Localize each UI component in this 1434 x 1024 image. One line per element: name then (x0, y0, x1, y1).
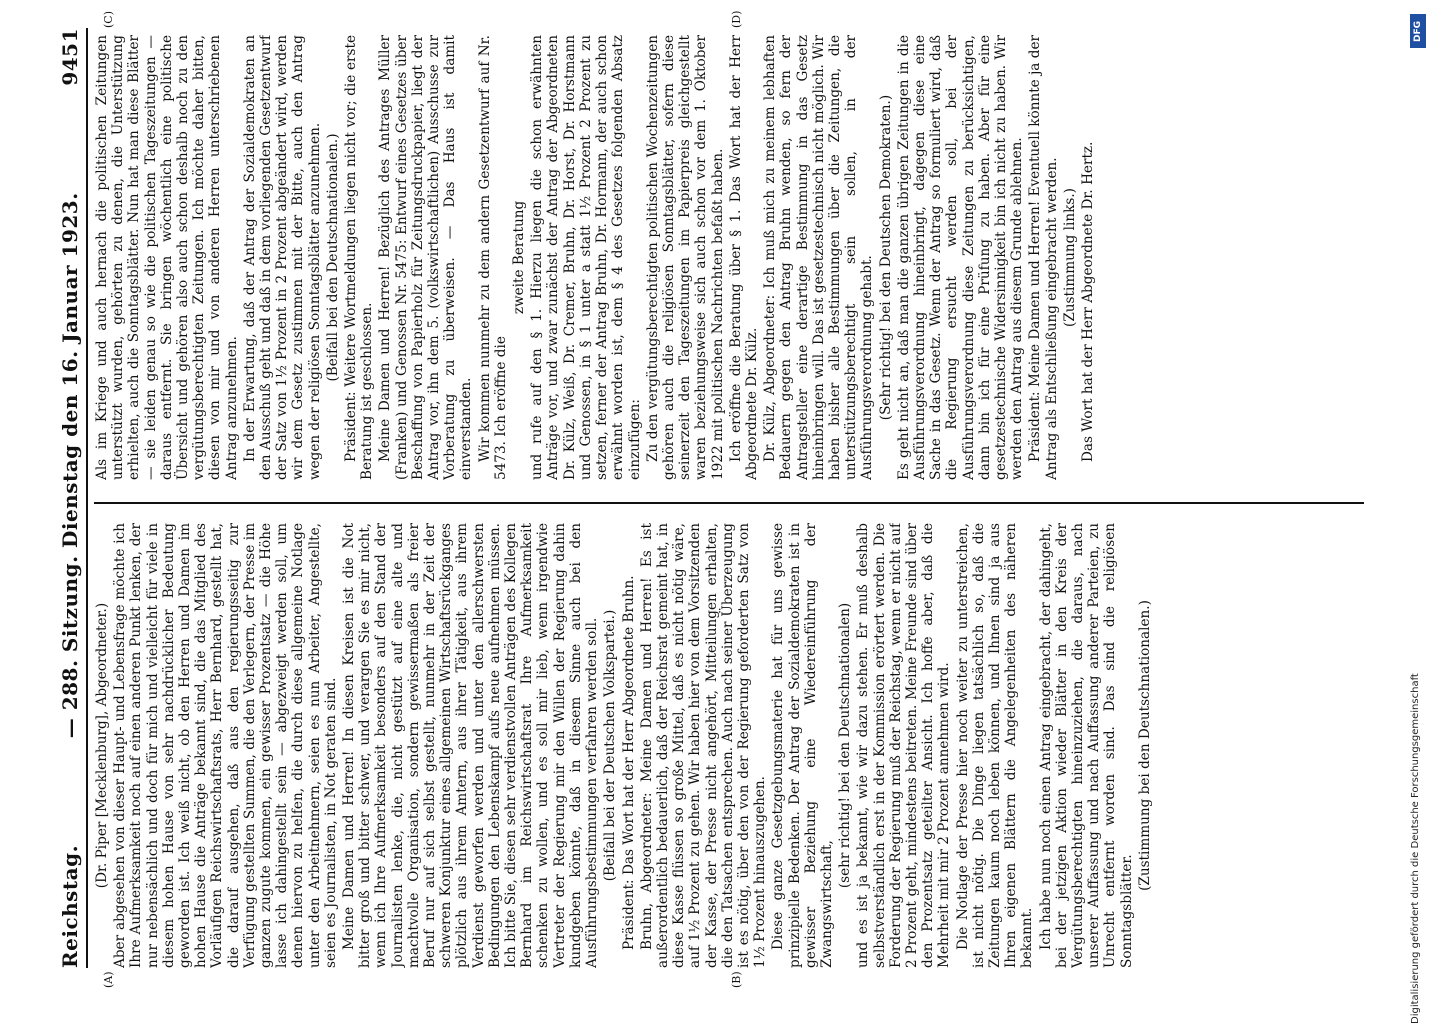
paragraph: Dr. Külz, Abgeordneter: Ich muß mich zu meinem lebhaften Bedauern gegen den Antrag Bruhn wenden, so fern der Antragsteller eine derartige Bestimmung in das Gesetz hineinbringen will. Das ist gesetzestechnisch nicht möglich. Wir haben bisher alle Bestimmungen über die Zeitungen, die unterstützungsberechtigt sein sollen, in der Ausführungsverordnung gehabt. (762, 35, 876, 480)
paragraph: Präsident: Das Wort hat der Herr Abgeordnete Bruhn. (620, 575, 637, 950)
paragraph: Diese ganze Gesetzgebungsmaterie hat für uns gewisse prinzipielle Bedenken. Der Antrag der Sozialdemokraten ist in gewisser Beziehung eine Wiedereinführung der Zwangswirtschaft, (770, 523, 835, 968)
paragraph: Ich eröffne die Beratung über § 1. Das Wort hat der Herr Abgeordnete Dr. Külz. (727, 35, 760, 480)
margin-marker-a: (A) (102, 971, 115, 988)
dfg-credit-strip (1404, 6, 1432, 1024)
interjection-line: (Sehr richtig! bei den Deutschen Demokraten.) (877, 94, 894, 421)
header-center: — 288. Sitzung. Dienstag den 16. Januar 1923. (58, 192, 82, 739)
left-column (94, 523, 1374, 968)
paragraph: Ich habe nun noch einen Antrag eingebracht, der dahingeht, bei der jetzigen Aktion wieder Blätter in den Kreis der Vergütungsberechtigten hineinzuziehen, die daraus, nach unserer Auffassung und nach Auffassung anderer Parteien, zu Unrecht entfernt worden sind. Das sind die religiösen Sonntagsblätter. (1037, 523, 1135, 968)
paragraph: Als im Kriege und auch hernach die politischen Zeitungen unterstützt wurden, gehörten zu denen, die Unterstützung erhielten, auch die Sonntagsblätter. Nun hat man diese Blätter — sie leiden genau so wie die politischen Tageszeitungen — daraus entfernt. Sie bringen wöchentlich eine politische Übersicht und gehören also auch schon deshalb noch zu den vergütungsberechtigten Zeitungen. Ich möchte daher bitten, diesen von mir und von anderen Herren unterschriebenen Antrag anzunehmen. (94, 35, 240, 480)
dfg-logo: DFG (1410, 14, 1426, 48)
paragraph: Bruhn, Abgeordneter: Meine Damen und Herren! Es ist außerordentlich bedauerlich, daß der Reichsrat gemeint hat, in diese Kasse flüssen so große Mittel, daß es nicht nötig wäre, auf 1½ Prozent zu gehen. Wir haben hier von dem Vorsitzenden der Kasse, der Presse nicht angehört, Mitteilungen erhalten, die den Tatsachen entsprechen. Auch nach seiner Überzeugung ist es nötig, über den von der Regierung geforderten Satz von 1½ Prozent hinauszugehen. (638, 523, 769, 968)
interjection-line: (Zustimmung links.) (1061, 188, 1078, 327)
interjection-line: (sehr richtig! bei den Deutschnationalen) (837, 602, 854, 889)
page-number: 9451 (58, 28, 82, 86)
interjection-line: (Zustimmung bei den Deutschnationalen.) (1136, 600, 1153, 891)
paragraph: Das Wort hat der Herr Abgeordnete Dr. Hertz. (1079, 141, 1096, 462)
paragraph: und rufe auf den § 1. Hierzu liegen die schon erwähnten Anträge vor, und zwar zunächst der Antrag der Abgeordneten Dr. Külz, Weiß, Dr. Cremer, Bruhn, Dr. Horst, Dr. Horstmann und Genossen, in § 1 unter a statt 1½ Prozent 2 Prozent zu setzen, ferner der Antrag Bruhn, Dr. Hormann, der auch schon erwähnt worden ist, dem § 4 des Gesetzes folgenden Absatz einzufügen: (529, 35, 643, 480)
paragraph: und es ist ja bekannt, wie wir dazu stehen. Er muß deshalb selbstverständlich erst in der Kommission erörtert werden. Die Forderung der Regierung muß der Reichstag, wenn er nicht auf 2 Prozent geht, mindestens beitreten. Meine Freunde sind über den Prozentsatz geteilter Ansicht. Ich hoffe aber, daß die Mehrheit mit mir 2 Prozent annehmen wird. (855, 523, 953, 968)
paragraph: Es geht nicht an, daß man die ganzen übrigen Zeitungen in die Ausführungsverordnung hineinbringt, dagegen diese eine Sache in das Gesetz. Wenn der Antrag so formuliert wird, daß die Regierung ersucht werden soll, bei der Ausführungsverordnung diese Zeitungen zu berücksichtigen, dann bin ich für eine Prüfung zu haben. Aber für eine gesetzestechnische Widersinnigkeit bin ich nicht zu haben. Wir werden den Antrag aus diesem Grunde ablehnen. (895, 35, 1026, 480)
paragraph: Meine Damen und Herren! In diesen Kreisen ist die Not bitter groß und bitter schwer, und verargen Sie es mir nicht, wenn ich Ihre Aufmerksamkeit besonders auf den Stand der Journalisten lenke, die, nicht gestützt auf eine alte und machtvolle Organisation, sondern gewissermaßen als freier Beruf nur auf sich selbst gestellt, nunmehr in der Zeit der schweren Konjunktur eines allgemeinen Wirtschaftsrückganges plötzlich aus ihrem Amtern, aus ihrer Tätigkeit, aus ihrem Verdienst geworfen werden und unter den allerschwersten Bedingungen den Lebenskampf aufs neue aufnehmen müssen. Ich bitte Sie, diesen sehr verdienstvollen Anträgen des Kollegen Bernhard im Reichswirtschaftsrat Ihre Aufmerksamkeit schenken zu wollen, und es soll mir lieb, wenn irgendwie Vertreter der Regierung mir den Willen der Regierung dahin kundgeben könnte, daß in diesem Sinne auch bei den Ausführungsbestimmungen verfahren werden soll. (341, 523, 601, 968)
margin-marker-d: (D) (730, 10, 743, 28)
interjection-line: zweite Beratung (511, 200, 528, 315)
paragraph: In der Erwartung, daß der Antrag der Sozialdemokraten an den Ausschuß geht und daß in dem vorliegenden Gesetzentwurf der Satz von 1½ Prozent in 2 Prozent abgeändert wird, werden wir dem Gesetz zustimmen mit der Bitte, auch den Antrag wegen der religiösen Sonntagsblätter anzunehmen. (241, 35, 323, 480)
paragraph: Präsident: Weitere Wortmeldungen liegen nicht vor; die erste Beratung ist geschlossen. (343, 35, 376, 480)
paragraph: Die Notlage der Presse hier noch weiter zu unterstreichen, ist nicht nötig. Die Dinge liegen tatsächlich so, daß die Zeitungen kaum noch leben können, und Ihnen sind ja aus Ihren eigenen Blättern die Angelegenheiten des näheren bekannt. (954, 523, 1036, 968)
paragraph: Zu den vergütungsberechtigten politischen Wochenzeitungen gehören auch die religiösen Sonntagsblätter, sofern diese seinerzeit den Tageszeitungen im Papierpreis gleichgestellt waren beziehungsweise sich auch schon vor dem 1. Oktober 1922 mit politischen Nachrichten befaßt haben. (644, 35, 726, 480)
interjection-line: (Dr. Piper [Mecklenburg], Abgeordneter.) (94, 602, 110, 889)
column-divider (94, 503, 1364, 505)
document-page (10, 0, 1390, 990)
right-column (94, 35, 1374, 480)
dfg-credit-text: Digitalisierung gefördert durch die Deutsche Forschungsgemeinschaft (1410, 673, 1421, 1024)
paragraph: Präsident: Meine Damen und Herren! Eventuell könnte ja der Antrag als Entschließung eingebracht werden. (1027, 35, 1060, 480)
paragraph: Aber abgesehen von dieser Haupt- und Lebensfrage möchte ich Ihre Aufmerksamkeit noch auf einen anderen Punkt lenken, der nur nebensächlich und doch für mich und vielleicht für viele in diesem hohen Hause von sehr nachdrücklicher Bedeutung geworden ist. Ich weiß nicht, ob den Herren und Damen im hohen Hause die Anträge bekannt sind, die das Mitglied des Vorläufigen Reichswirtschaftsrats, Herr Bernhard, gestellt hat, die darauf ausgehen, daß aus den regierungsseitig zur Verfügung gestellten Summen, die den Verlegern, der Presse im ganzen zugute kommen, ein gewisser Prozentsatz — die Höhe lasse ich dahingestellt sein — abgezweigt werden soll, um denen hiervon zu helfen, die durch diese allgemeine Notlage unter den Arbeitnehmern, seien es nun Arbeiter, Angestellte, seien es Journalisten, in Not geraten sind. (112, 523, 339, 968)
interjection-line: (Beifall bei der Deutschen Volkspartei.) (602, 609, 619, 882)
interjection-line: (Beifall bei den Deutschnationalen.) (324, 133, 341, 382)
paragraph: Meine Damen und Herren! Bezüglich des Antrages Müller (Franken) und Genossen Nr. 5475: Entwurf eines Gesetzes über Beschaffung von Papierholz für Zeitungsdruckpapier, liegt der Antrag vor, ihn dem 5. (volkswirtschaftlichen) Ausschusse zur Vorberatung zu überweisen. — Das Haus ist damit einverstanden. (377, 35, 475, 480)
header-rule (86, 28, 88, 968)
margin-marker-c: (C) (102, 11, 115, 28)
margin-marker-b: (B) (730, 971, 743, 988)
header-left: Reichstag. (58, 844, 82, 968)
paragraph: Wir kommen nunmehr zu dem andern Gesetzentwurf auf Nr. 5473. Ich eröffne die (476, 35, 509, 480)
page-header (48, 28, 82, 968)
